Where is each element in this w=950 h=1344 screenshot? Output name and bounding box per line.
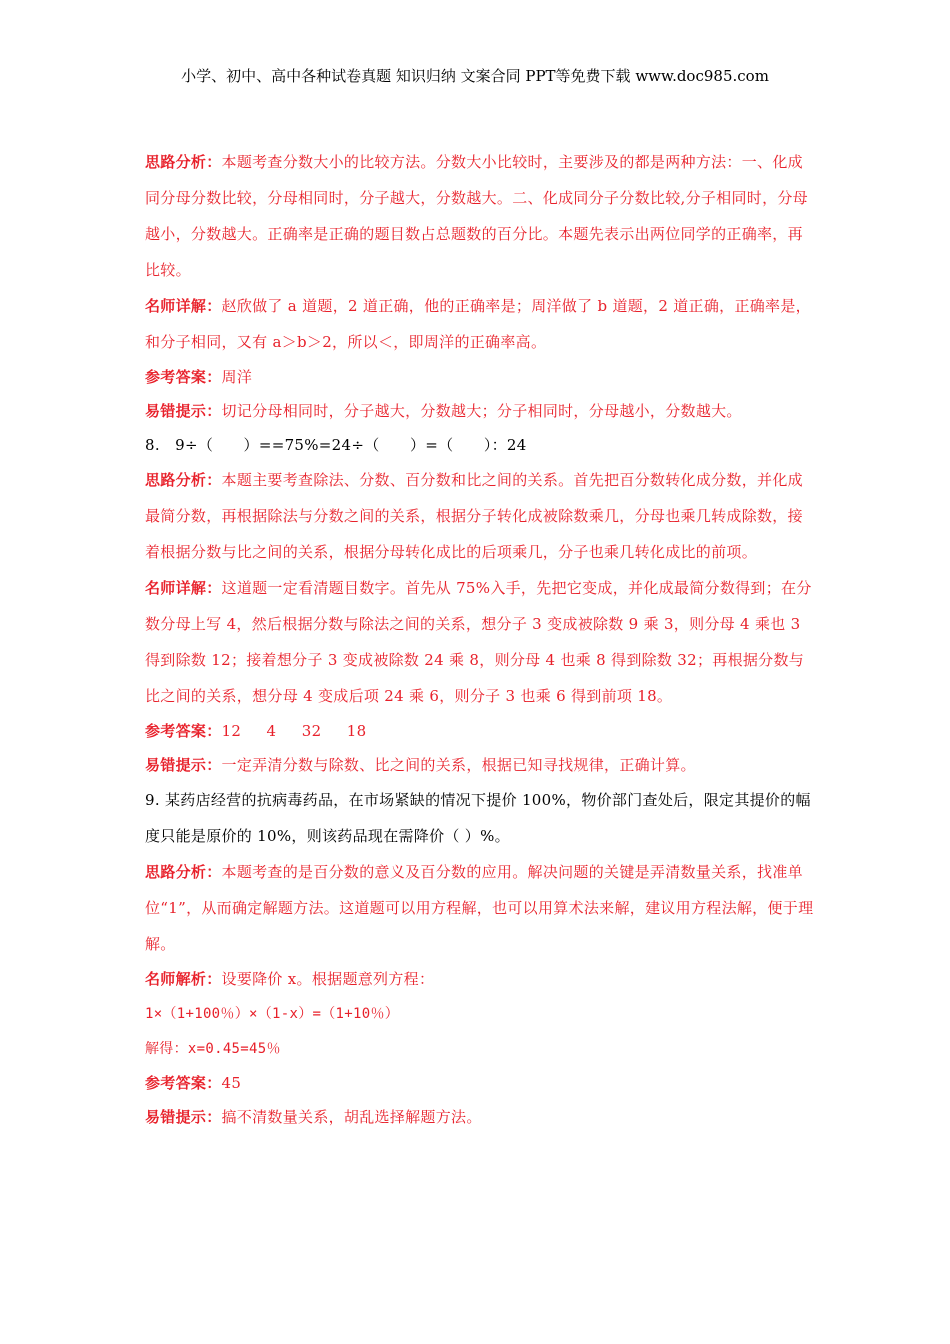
tip-block-2: [145, 748, 815, 782]
question-text: 9. 某药店经营的抗病毒药品，在市场紧缺的情况下提价 100%，物价部门查处后，限定其提价的幅度只能是原价的 10%，则该药品现在需降价（ ）%。: [145, 791, 811, 845]
tip-block-3: [145, 1100, 815, 1134]
block-text: 本题考查的是百分数的意义及百分数的应用。解决问题的关键是弄清数量关系，找准单位“1”，从而确定解题方法。这道题可以用方程解，也可以用算术法来解，建议用方程法解，便于理解。: [145, 863, 814, 953]
tip-block-1: [145, 394, 815, 428]
block-label: 易错提示：: [145, 402, 222, 420]
block-label: 参考答案：: [145, 368, 222, 386]
block-label: 名师详解：: [145, 579, 222, 597]
block-label: 名师详解：: [145, 297, 222, 315]
block-text: 本题主要考查除法、分数、百分数和比之间的关系。首先把百分数转化成分数，并化成最简分数，再根据除法与分数之间的关系，根据分子转化成被除数乘几，分母也乘几转成除数，接着根据分数与比之间的关系，根据分母转化成比的后项乘几，分子也乘几转化成比的前项。: [145, 471, 803, 561]
block-text: 切记分母相同时，分子越大，分数越大；分子相同时，分母越小，分数越大。: [221, 402, 742, 420]
block-text: 设要降价 x。根据题意列方程：: [221, 970, 435, 988]
block-text: 12 4 32 18: [221, 722, 367, 740]
equation-line: [145, 996, 815, 1031]
block-label: 思路分析：: [145, 863, 222, 881]
answer-block-2: [145, 714, 815, 748]
block-text: 一定弄清分数与除数、比之间的关系，根据已知寻找规律，正确计算。: [221, 756, 696, 774]
block-label: 易错提示：: [145, 1108, 222, 1126]
block-text: 这道题一定看清题目数字。首先从 75%入手，先把它变成，并化成最简分数得到；在分数分母上写 4，然后根据分数与除法之间的关系，想分子 3 变成被除数 9 乘 3，则分母 4 乘也 3 得到除数 12；接着想分子 3 变成被除数 24 乘 8，则分母 4 也乘 8 得到除数 32；再根据分数与比之间的关系，想分母 4 变成后项 24 乘 6，则分子 3 也乘 6 得到前项 18。: [145, 579, 812, 705]
document-body: [145, 144, 815, 1134]
block-label: 易错提示：: [145, 756, 222, 774]
question-8: [145, 428, 815, 462]
solution-line: [145, 1031, 815, 1066]
block-text: 45: [221, 1074, 242, 1092]
block-label: 参考答案：: [145, 1074, 222, 1092]
explanation-block-3: [145, 962, 815, 996]
equation-text: 1×（1+100％）×（1-x）=（1+10％）: [145, 1006, 400, 1022]
answer-block-3: [145, 1066, 815, 1100]
block-text: 搞不清数量关系，胡乱选择解题方法。: [221, 1108, 482, 1126]
analysis-block-2: [145, 462, 815, 570]
solution-text: 解得：x=0.45=45％: [145, 1041, 281, 1057]
block-text: 本题考查分数大小的比较方法。分数大小比较时，主要涉及的都是两种方法：一、化成同分母分数比较，分母相同时，分子越大，分数越大。二、化成同分子分数比较,分子相同时，分母越小，分数越大。正确率是正确的题目数占总题数的百分比。本题先表示出两位同学的正确率，再比较。: [145, 153, 808, 279]
block-text: 周洋: [221, 368, 253, 386]
block-label: 思路分析：: [145, 471, 222, 489]
question-9: [145, 782, 815, 854]
analysis-block-1: [145, 144, 815, 288]
analysis-block-3: [145, 854, 815, 962]
explanation-block-1: [145, 288, 815, 360]
page-header: 小学、初中、高中各种试卷真题 知识归纳 文案合同 PPT等免费下载 www.doc985.com: [181, 67, 769, 85]
explanation-block-2: [145, 570, 815, 714]
block-label: 思路分析：: [145, 153, 222, 171]
question-text: 8. 9÷（ ）==75%=24÷（ ）=（ ）：24: [145, 436, 527, 454]
block-label: 参考答案：: [145, 722, 222, 740]
block-label: 名师解析：: [145, 970, 222, 988]
answer-block-1: [145, 360, 815, 394]
block-text: 赵欣做了 a 道题，2 道正确，他的正确率是；周洋做了 b 道题，2 道正确，正确率是，和分子相同，又有 a＞b＞2，所以＜，即周洋的正确率高。: [145, 297, 811, 351]
